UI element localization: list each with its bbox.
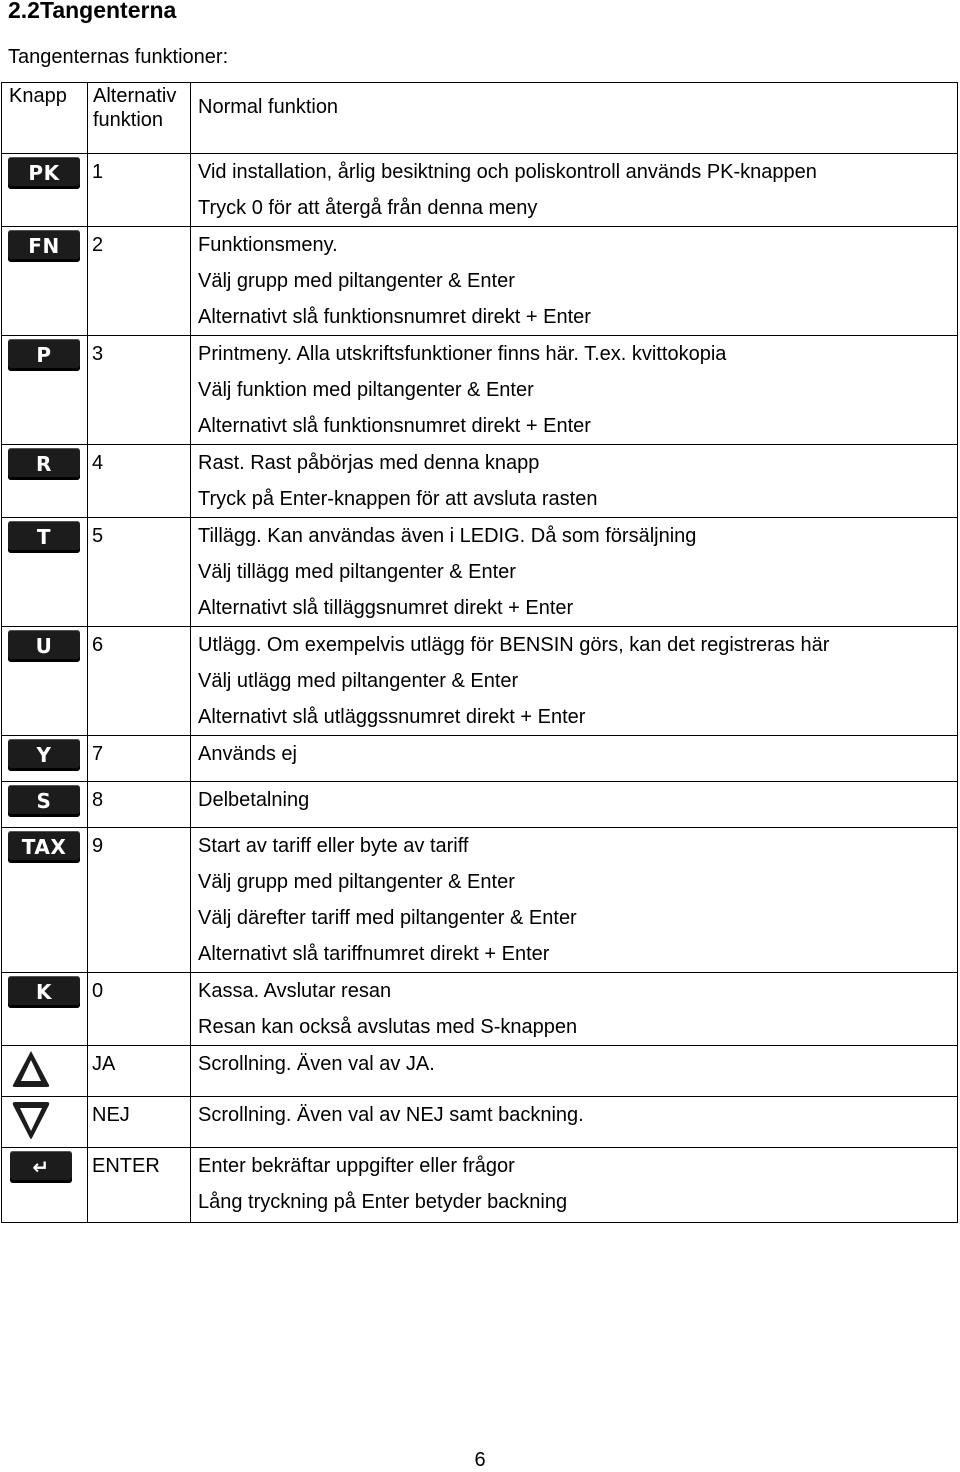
key-icon: R xyxy=(8,448,80,480)
description-line: Alternativt slå tilläggsnumret direkt + Enter xyxy=(198,597,574,619)
normal-function xyxy=(191,518,958,627)
page-number: 6 xyxy=(474,1449,486,1471)
normal-function xyxy=(191,782,958,828)
alternative-function: 7 xyxy=(88,736,191,782)
alternative-function: 2 xyxy=(88,227,191,336)
key-icon: U xyxy=(8,630,80,662)
table-row xyxy=(2,736,958,782)
normal-function xyxy=(191,1046,958,1097)
key-cell xyxy=(2,1148,88,1223)
description-line: Delbetalning xyxy=(198,789,310,811)
alternative-function: JA xyxy=(88,1046,191,1097)
header-alt-line2: funktion xyxy=(93,109,164,131)
description-line: Tillägg. Kan användas även i LEDIG. Då som försäljning xyxy=(198,525,697,547)
description-line: Kassa. Avslutar resan xyxy=(198,980,392,1002)
normal-function xyxy=(191,154,958,227)
description-line: Rast. Rast påbörjas med denna knapp xyxy=(198,452,540,474)
description-line: Välj tillägg med piltangenter & Enter xyxy=(198,561,516,583)
description-line: Scrollning. Även val av JA. xyxy=(198,1053,435,1075)
description-line: Funktionsmeny. xyxy=(198,234,338,256)
description-line: Resan kan också avslutas med S-knappen xyxy=(198,1016,578,1038)
normal-function xyxy=(191,227,958,336)
key-cell xyxy=(2,445,88,518)
table-row xyxy=(2,445,958,518)
key-icon: K xyxy=(8,976,80,1008)
table-row xyxy=(2,782,958,828)
description-line: Printmeny. Alla utskriftsfunktioner finns här. T.ex. kvittokopia xyxy=(198,343,727,365)
normal-function xyxy=(191,1148,958,1223)
table-row xyxy=(2,1148,958,1223)
header-alternative-function xyxy=(88,83,191,154)
normal-function xyxy=(191,828,958,973)
key-cell xyxy=(2,1097,88,1148)
description-line: Välj funktion med piltangenter & Enter xyxy=(198,379,534,401)
key-cell xyxy=(2,518,88,627)
alternative-function: 8 xyxy=(88,782,191,828)
alternative-function: 6 xyxy=(88,627,191,736)
key-icon: PK xyxy=(8,157,80,189)
description-line: Utlägg. Om exempelvis utlägg för BENSIN görs, kan det registreras här xyxy=(198,634,830,656)
header-normal-function: Normal funktion xyxy=(191,83,958,154)
description-line: Välj därefter tariff med piltangenter & Enter xyxy=(198,907,577,929)
description-line: Används ej xyxy=(198,743,297,765)
key-cell xyxy=(2,736,88,782)
description-line: Alternativt slå funktionsnumret direkt + Enter xyxy=(198,415,591,437)
description-line: Välj grupp med piltangenter & Enter xyxy=(198,871,515,893)
down-arrow-icon xyxy=(10,1099,52,1141)
normal-function xyxy=(191,627,958,736)
description-line: Scrollning. Även val av NEJ samt backning. xyxy=(198,1104,584,1126)
description-line: Lång tryckning på Enter betyder backning xyxy=(198,1191,568,1213)
key-icon: ↵ xyxy=(10,1151,72,1183)
table-row xyxy=(2,1046,958,1097)
key-icon: T xyxy=(8,521,80,553)
key-cell xyxy=(2,1046,88,1097)
key-cell xyxy=(2,782,88,828)
section-heading: 2.2Tangenterna xyxy=(8,0,177,23)
up-arrow-icon xyxy=(10,1048,52,1090)
normal-function xyxy=(191,736,958,782)
table-row xyxy=(2,518,958,627)
alternative-function: ENTER xyxy=(88,1148,191,1223)
alternative-function: 1 xyxy=(88,154,191,227)
normal-function xyxy=(191,336,958,445)
table-caption: Tangenternas funktioner: xyxy=(8,46,229,68)
table-row xyxy=(2,973,958,1046)
key-icon: P xyxy=(8,339,80,371)
key-cell xyxy=(2,627,88,736)
description-line: Alternativt slå utläggssnumret direkt + Enter xyxy=(198,706,586,728)
alternative-function: NEJ xyxy=(88,1097,191,1148)
alternative-function: 4 xyxy=(88,445,191,518)
key-cell xyxy=(2,336,88,445)
normal-function xyxy=(191,973,958,1046)
description-line: Enter bekräftar uppgifter eller frågor xyxy=(198,1155,515,1177)
alternative-function: 3 xyxy=(88,336,191,445)
key-icon: Y xyxy=(8,739,80,771)
table-row xyxy=(2,227,958,336)
key-icon: S xyxy=(8,785,80,817)
description-line: Välj utlägg med piltangenter & Enter xyxy=(198,670,519,692)
normal-function xyxy=(191,445,958,518)
key-function-table xyxy=(1,82,958,1223)
table-row xyxy=(2,336,958,445)
table-row xyxy=(2,828,958,973)
header-key: Knapp xyxy=(2,83,88,154)
key-cell xyxy=(2,154,88,227)
normal-function xyxy=(191,1097,958,1148)
description-line: Välj grupp med piltangenter & Enter xyxy=(198,270,515,292)
table-header-row xyxy=(2,83,958,154)
header-alt-line1: Alternativ xyxy=(93,85,177,107)
key-icon: TAX xyxy=(8,831,80,863)
description-line: Start av tariff eller byte av tariff xyxy=(198,835,469,857)
alternative-function: 5 xyxy=(88,518,191,627)
description-line: Alternativt slå funktionsnumret direkt + Enter xyxy=(198,306,591,328)
description-line: Tryck 0 för att återgå från denna meny xyxy=(198,197,538,219)
description-line: Vid installation, årlig besiktning och poliskontroll används PK-knappen xyxy=(198,161,817,183)
key-cell xyxy=(2,973,88,1046)
alternative-function: 0 xyxy=(88,973,191,1046)
table-row xyxy=(2,627,958,736)
description-line: Tryck på Enter-knappen för att avsluta rasten xyxy=(198,488,598,510)
table-row xyxy=(2,154,958,227)
key-cell xyxy=(2,227,88,336)
description-line: Alternativt slå tariffnumret direkt + Enter xyxy=(198,943,550,965)
table-row xyxy=(2,1097,958,1148)
alternative-function: 9 xyxy=(88,828,191,973)
key-icon: FN xyxy=(8,230,80,262)
key-cell xyxy=(2,828,88,973)
